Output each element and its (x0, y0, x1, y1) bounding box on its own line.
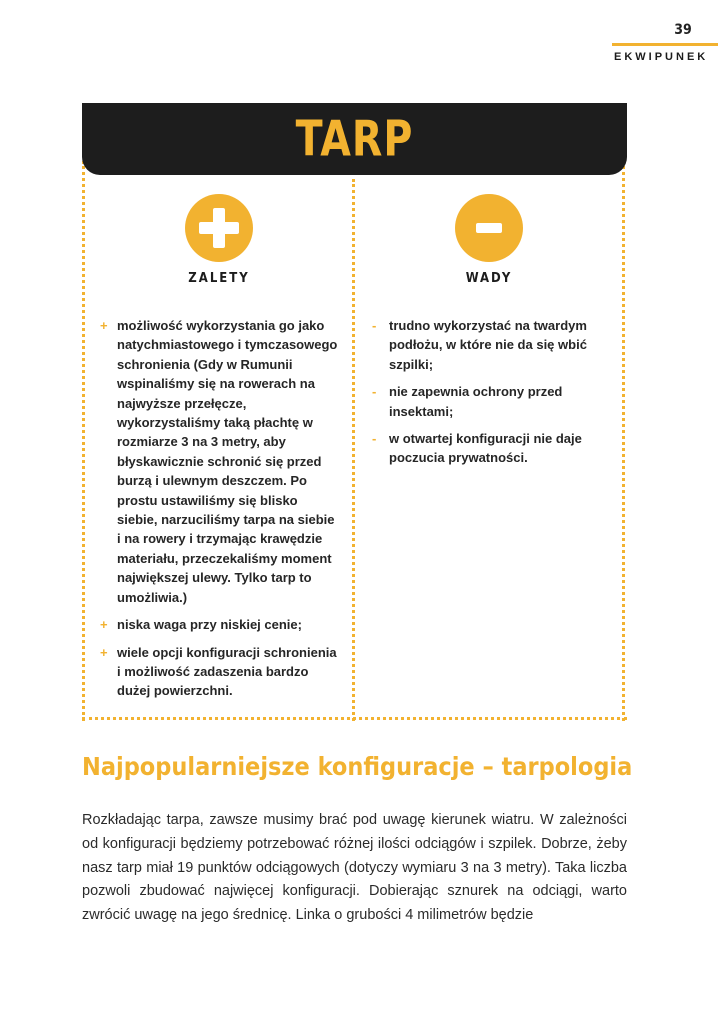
section-name: EKWIPUNEK (614, 51, 709, 63)
dotted-border-right (622, 161, 625, 721)
page-number: 39 (674, 22, 692, 38)
dotted-border-bottom (82, 717, 627, 720)
list-item: + niska waga przy niskiej cenie; (100, 617, 302, 633)
minus-circle-icon (455, 194, 523, 262)
dotted-divider (352, 179, 355, 721)
cons-list (372, 316, 607, 476)
box-title: TARP (295, 110, 414, 168)
list-item: - w otwartej konfiguracji nie daje poczucia prywatności. (372, 431, 582, 466)
list-item: + wiele opcji konfiguracji schronienia i możliwość zadaszenia bardzo dużej powierzchni. (100, 644, 337, 699)
list-item: - nie zapewnia ochrony przed insektami; (372, 384, 563, 419)
list-item: + możliwość wykorzystania go jako natychmiastowego i tymczasowego schronienia (Gdy w Rumunii wspinaliśmy się na rowerach na najwyższe przełęcze, wykorzystaliśmy taką płachtę w rozmiarze 3 na 3 metry, aby błyskawicznie schronić się przed burzą i ulewnym deszczem. Po prostu ustawiliśmy się blisko siebie, narzuciliśmy tarpa na siebie i na rowery i trzymając krawędzie materiału, przeczekaliśmy moment największej ulewy. Tylko tarp to umożliwia.) (100, 318, 338, 605)
header-rule (612, 43, 718, 46)
list-item: - trudno wykorzystać na twardym podłożu, w które nie da się wbić szpilki; (372, 318, 587, 372)
section-heading: Najpopularniejsze konfiguracje – tarpologia (82, 752, 633, 781)
cons-heading: WADY (465, 271, 513, 286)
body-paragraph: Rozkładając tarpa, zawsze musimy brać pod uwagę kierunek wiatru. W zależności od konfiguracji będziemy potrzebować różnej ilości odciągów i szpilek. Dobrze, żeby nasz tarp miał 19 punktów odciągowych (dotyczy wymiaru 3 na 3 metry). Taka liczba pozwoli zbudować najwięcej konfiguracji. Dobierając sznurek na odciągi, warto zwrócić uwagę na jego średnicę. Linka o grubości 4 milimetrów będzie (82, 812, 627, 924)
pros-heading: ZALETY (188, 271, 250, 286)
title-bar (82, 103, 627, 175)
pros-list (100, 316, 340, 709)
tarp-pros-cons-box (82, 103, 627, 721)
dotted-border-left (82, 161, 85, 721)
plus-circle-icon (185, 194, 253, 262)
